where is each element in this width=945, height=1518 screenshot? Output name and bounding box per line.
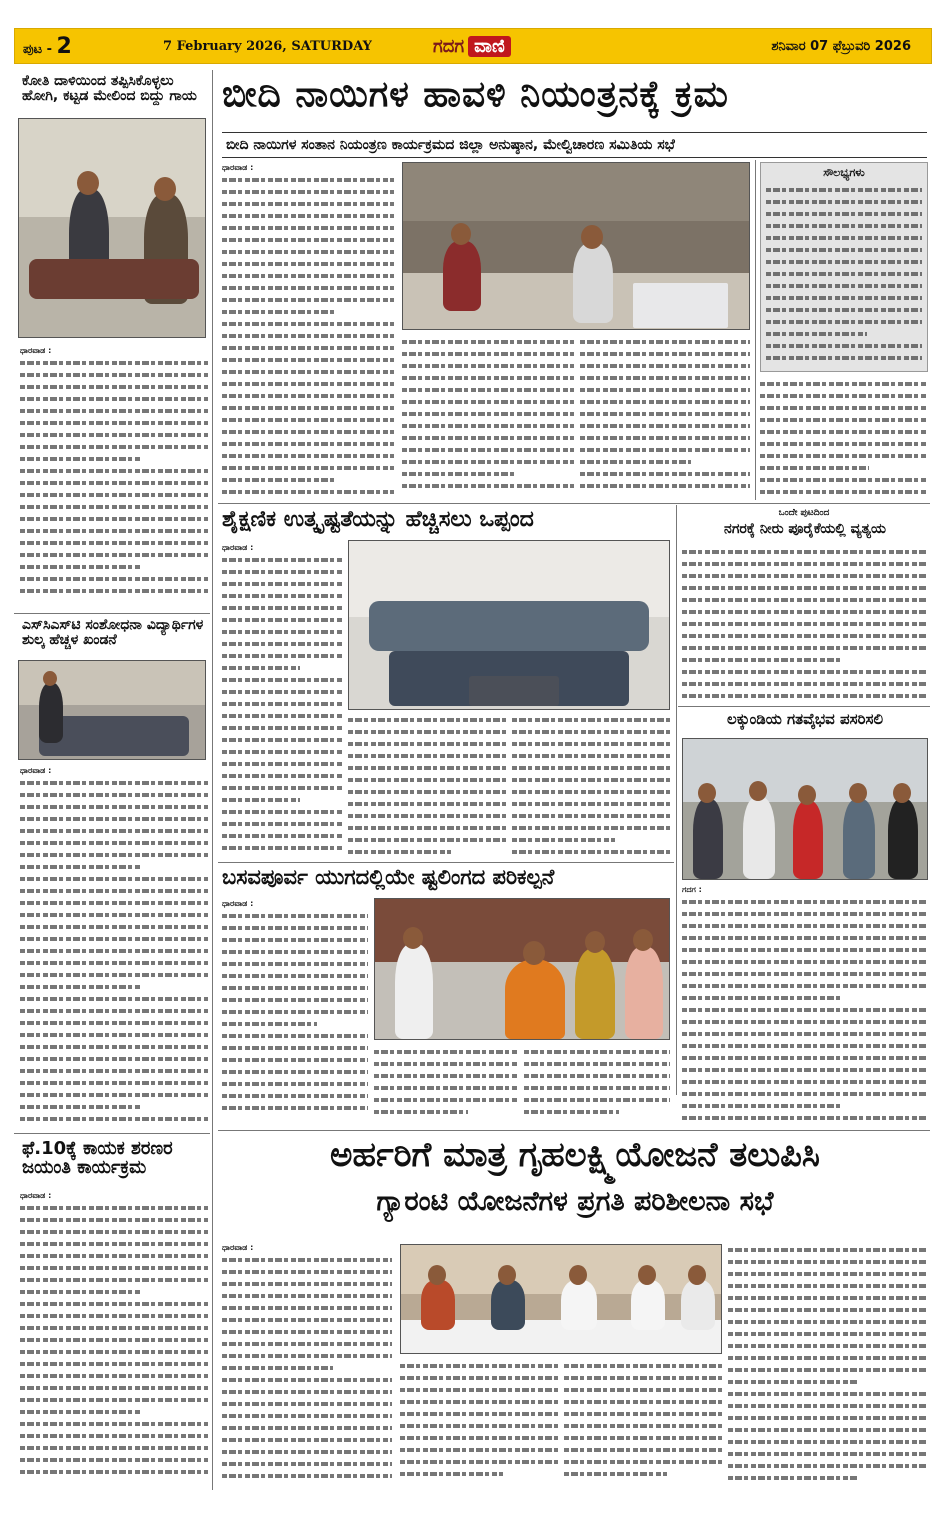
page-number: ಪುಟ - 2 (23, 33, 72, 59)
main-article-col2 (402, 336, 574, 498)
meeting-photo (402, 162, 750, 330)
left-bottom-headline: ಫೆ.10ಕ್ಕೆ ಕಾಯಕ ಶರಣರ ಜಯಂತಿ ಕಾರ್ಯಕ್ರಮ (22, 1138, 173, 1178)
section-rule (218, 862, 674, 863)
facilities-box-text (766, 184, 922, 364)
section-rule (218, 1130, 930, 1131)
column-divider (676, 505, 677, 1095)
english-date: 7 February 2026, SATURDAY (163, 38, 372, 54)
basava-headline: ಬಸವಪೂರ್ವ ಯುಗದಲ್ಲಿಯೇ ಷ್ಟಲಿಂಗದ ಪರಿಕಲ್ಪನೆ (222, 865, 555, 889)
main-article-col3 (580, 336, 750, 498)
academic-article-col2 (348, 714, 506, 862)
column-divider (755, 160, 756, 500)
logo-text-part1: ಗದಗ (433, 35, 465, 57)
main-subheadline: ಬೀದಿ ನಾಯಿಗಳ ಸಂತಾನ ನಿಯಂತ್ರಣ ಕಾರ್ಯಕ್ರಮದ ಜಿಲ್ಲಾ ಅನುಷ್ಠಾನ, ಮೇಲ್ವಿಚಾರಣ ಸಮಿತಿಯ ಸಭೆ (222, 132, 927, 158)
section-rule (14, 1133, 210, 1134)
left-mid-article-body: ಧಾರವಾಡ : (20, 765, 208, 1135)
section-rule (218, 503, 930, 504)
left-mid-headline: ಎಸ್‌ಸಿಎಸ್‌ಟಿ ಸಂಶೋಧನಾ ವಿದ್ಯಾರ್ಥಿಗಳ ಶುಲ್ಕ ಹೆಚ್ಚಳ ಖಂಡನೆ (22, 617, 204, 648)
facilities-box-title: ಸೌಲಭ್ಯಗಳು (823, 166, 865, 179)
section-rule (14, 613, 210, 614)
basava-article-col1: ಧಾರವಾಡ : (222, 898, 368, 1126)
bottom-article-col4 (728, 1244, 928, 1490)
section-rule (678, 706, 930, 707)
basava-article-col2 (374, 1046, 518, 1124)
left-top-article-body: ಧಾರವಾಡ : (20, 345, 208, 615)
bottom-subheadline: ಗ್ಯಾರಂಟಿ ಯೋಜನೆಗಳ ಪ್ರಗತಿ ಪರಿಶೀಲನಾ ಸಭೆ (376, 1186, 774, 1217)
protest-photo (18, 660, 206, 760)
lakkundi-headline: ಲಕ್ಕುಂಡಿಯ ಗತವೈಭವ ಪಸರಿಸಲಿ (726, 710, 884, 728)
ambulance-photo (18, 118, 206, 338)
academic-headline: ಶೈಕ್ಷಣಿಕ ಉತ್ಕೃಷ್ಟತೆಯನ್ನು ಹೆಚ್ಚಿಸಲು ಒಪ್ಪಂದ (222, 507, 534, 532)
mou-signing-photo (348, 540, 670, 710)
felicitation-photo (374, 898, 670, 1040)
kannada-date: ಶನಿವಾರ 07 ಫೆಬ್ರುವರಿ 2026 (771, 38, 911, 54)
page-header-strip (14, 28, 932, 64)
bottom-article-col2 (400, 1360, 558, 1490)
bottom-headline: ಅರ್ಹರಿಗೆ ಮಾತ್ರ ಗೃಹಲಕ್ಷ್ಮಿಯೋಜನೆ ತಲುಪಿಸಿ (330, 1135, 820, 1175)
water-article-body (682, 546, 928, 706)
basava-article-col3 (524, 1046, 670, 1124)
heritage-visit-photo (682, 738, 928, 880)
main-article-col1: ಧಾರವಾಡ : (222, 162, 394, 500)
left-top-headline: ಕೋತಿ ದಾಳಿಯಿಂದ ತಪ್ಪಿಸಿಕೊಳ್ಳಲು ಹೋಗಿ, ಕಟ್ಟಡ ಮೇಲಿಂದ ಬಿದ್ದು ಗಾಯ (22, 73, 197, 104)
water-headline: ನಗರಕ್ಕೆ ನೀರು ಪೂರೈಕೆಯಲ್ಲಿ ವ್ಯತ್ಯಯ (724, 521, 886, 537)
bottom-article-col3 (564, 1360, 722, 1490)
main-headline: ಬೀದಿ ನಾಯಿಗಳ ಹಾವಳಿ ನಿಯಂತ್ರನಕ್ಕೆ ಕ್ರಮ (222, 74, 729, 115)
academic-article-col1: ಧಾರವಾಡ : (222, 542, 342, 862)
continued-tag: ಒಂದೇ ಪುಟದಿಂದ (778, 508, 830, 518)
newspaper-logo (433, 36, 613, 57)
left-bottom-article-body: ಧಾರವಾಡ : (20, 1190, 208, 1485)
bottom-article-col1: ಧಾರವಾಡ : (222, 1242, 392, 1490)
column-divider (212, 70, 213, 1490)
main-article-col4 (760, 378, 928, 498)
logo-text-part2: ವಾಣಿ (468, 36, 511, 57)
review-meeting-photo (400, 1244, 722, 1354)
lakkundi-article-body: ಗದಗ : (682, 884, 928, 1128)
academic-article-col3 (512, 714, 670, 862)
